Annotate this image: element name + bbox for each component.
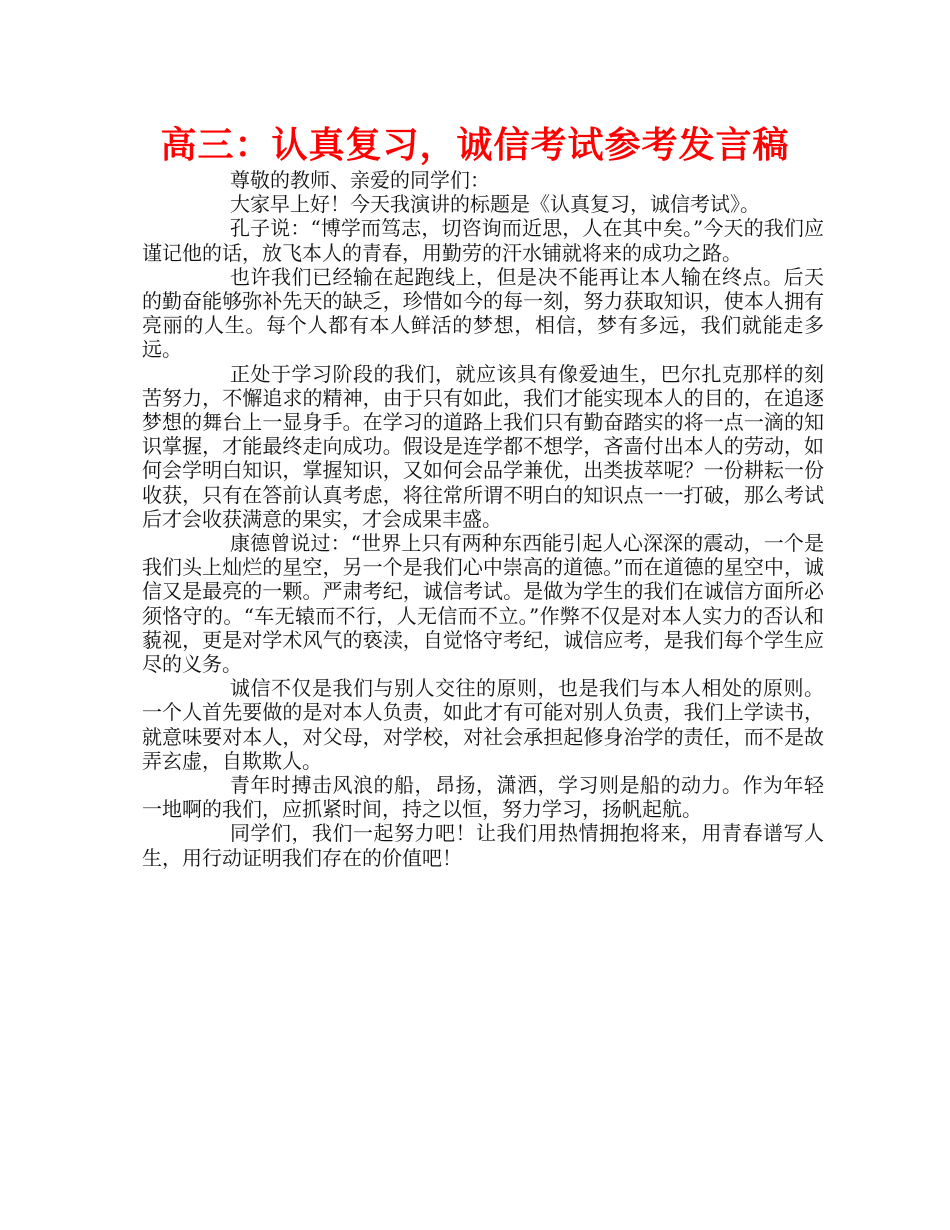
paragraph-study-stage: 正处于学习阶段的我们，就应该具有像爱迪生，巴尔扎克那样的刻苦努力，不懈追求的精神，由于只有如此，我们才能实现本人的目的，在追逐梦想的舞台上一显身手。在学习的道路上我们只有勤奋踏实的将一点一滴的知识掌握，才能最终走向成功。假设是连学都不想学，吝啬付出本人的劳动，如何会学明白知识，掌握知识，又如何会品学兼优，出类拔萃呢？一份耕耘一份收获，只有在答前认真考虑，将往常所谓不明白的知识点一一打破，那么考试后才会收获满意的果实，才会成果丰盛。 [142,361,824,531]
paragraph-salutation: 尊敬的教师、亲爱的同学们： [230,168,490,192]
paragraph-integrity: 诚信不仅是我们与别人交往的原则，也是我们与本人相处的原则。一个人首先要做的是对本人负责，如此才有可能对别人负责，我们上学读书，就意味要对本人，对父母，对学校，对社会承担起修身治学的责任，而不是故弄玄虚，自欺欺人。 [142,676,824,773]
document-title: 高三：认真复习，诚信考试参考发言稿 [160,125,790,166]
paragraph-diligence: 也许我们已经输在起跑线上，但是决不能再让本人输在终点。后天的勤奋能够弥补先天的缺乏，珍惜如今的每一刻，努力获取知识，使本人拥有亮丽的人生。每个人都有本人鲜活的梦想，相信，梦有多远，我们就能走多远。 [142,264,824,362]
paragraph-greeting: 大家早上好！今天我演讲的标题是《认真复习，诚信考试》。 [230,192,760,217]
paragraph-kant: 康德曾说过：“世界上只有两种东西能引起人心深深的震动，一个是我们头上灿烂的星空，另一个是我们心中崇高的道德。”而在道德的星空中，诚信又是最亮的一颗。严肃考纪，诚信考试。是做为学生的我们在诚信方面所必须恪守的。“车无辕而不行，人无信而不立。”作弊不仅是对本人实力的否认和藐视，更是对学术风气的亵渎，自觉恪守考纪，诚信应考，是我们每个学生应尽的义务。 [142,531,824,677]
paragraph-youth: 青年时搏击风浪的船，昂扬，潇洒，学习则是船的动力。作为年轻一地啊的我们，应抓紧时间，持之以恒，努力学习，扬帆起航。 [142,773,824,822]
paragraph-confucius: 孔子说：“博学而笃志，切咨询而近思，人在其中矣。”今天的我们应谨记他的话，放飞本人的青春，用勤劳的汗水铺就将来的成功之路。 [142,216,824,265]
document-body [142,168,824,870]
paragraph-closing: 同学们，我们一起努力吧！让我们用热情拥抱将来，用青春谱写人生，用行动证明我们存在的价值吧！ [142,821,824,870]
